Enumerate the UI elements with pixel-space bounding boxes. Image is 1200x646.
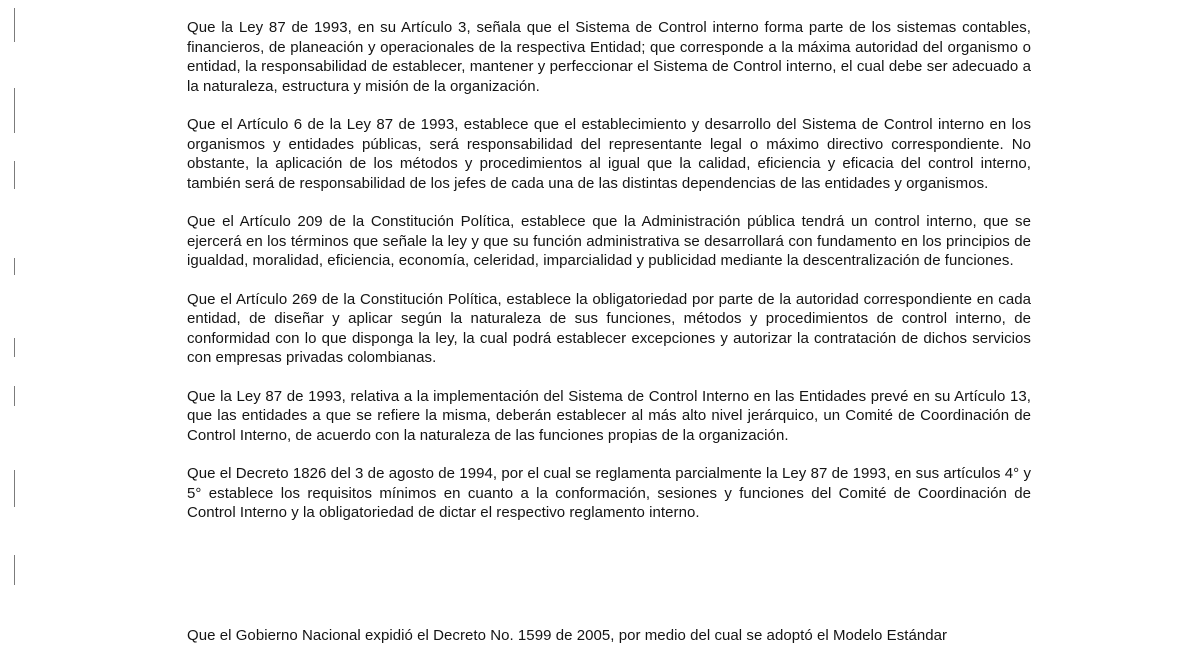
left-margin-scan-mark bbox=[14, 258, 15, 275]
left-margin-scan-mark bbox=[14, 555, 15, 585]
paragraph: Que el Artículo 269 de la Constitución Política, establece la obligatoriedad por parte de la autoridad correspondiente en cada entidad, de diseñar y aplicar según la naturaleza de sus funciones, métodos y procedimientos de control interno, de conformidad con lo que disponga la ley, la cual podrá establecer excepciones y autorizar la contratación de dichos servicios con empresas privadas colombianas. bbox=[187, 290, 1031, 366]
left-margin-scan-mark bbox=[14, 470, 15, 507]
left-margin-scan-mark bbox=[14, 161, 15, 189]
paragraph: Que la Ley 87 de 1993, relativa a la implementación del Sistema de Control Interno en las Entidades prevé en su Artículo 13, que las entidades a que se refiere la misma, deberán establecer al más alto nivel jerárquico, un Comité de Coordinación de Control Interno, de acuerdo con la naturaleza de las funciones propias de la organización. bbox=[187, 387, 1031, 444]
left-margin-scan-mark bbox=[14, 88, 15, 133]
paragraph: Que la Ley 87 de 1993, en su Artículo 3, señala que el Sistema de Control interno forma parte de los sistemas contables, financieros, de planeación y operacionales de la respectiva Entidad; que corresponde a la máxima autoridad del organismo o entidad, la responsabilidad de establecer, mantener y perfeccionar el Sistema de Control interno, el cual debe ser adecuado a la naturaleza, estructura y misión de la organización. bbox=[187, 19, 1031, 95]
left-margin-scan-mark bbox=[14, 386, 15, 406]
paragraph-partial: Que el Gobierno Nacional expidió el Decreto No. 1599 de 2005, por medio del cual se adoptó el Modelo Estándar bbox=[187, 627, 948, 644]
left-margin-scan-mark bbox=[14, 8, 15, 42]
paragraph: Que el Artículo 209 de la Constitución Política, establece que la Administración pública tendrá un control interno, que se ejercerá en los términos que señale la ley y que su función administrativa se desarrollará con fundamento en los principios de igualdad, moralidad, eficiencia, economía, celeridad, imparcialidad y publicidad mediante la descentralización de funciones. bbox=[187, 213, 1031, 269]
paragraph: Que el Decreto 1826 del 3 de agosto de 1994, por el cual se reglamenta parcialmente la Ley 87 de 1993, en sus artículos 4° y 5° establece los requisitos mínimos en cuanto a la conformación, sesiones y funciones del Comité de Coordinación de Control Interno y la obligatoriedad de dictar el respectivo reglamento interno. bbox=[187, 465, 1031, 521]
left-margin-scan-mark bbox=[14, 338, 15, 357]
document-body bbox=[187, 18, 1031, 644]
paragraph: Que el Artículo 6 de la Ley 87 de 1993, establece que el establecimiento y desarrollo del Sistema de Control interno en los organismos y entidades públicas, será responsabilidad del representante legal o máximo directivo correspondiente. No obstante, la aplicación de los métodos y procedimientos al igual que la calidad, eficiencia y eficacia del control interno, también será de responsabilidad de los jefes de cada una de las distintas dependencias de las entidades y organismos. bbox=[187, 116, 1031, 192]
